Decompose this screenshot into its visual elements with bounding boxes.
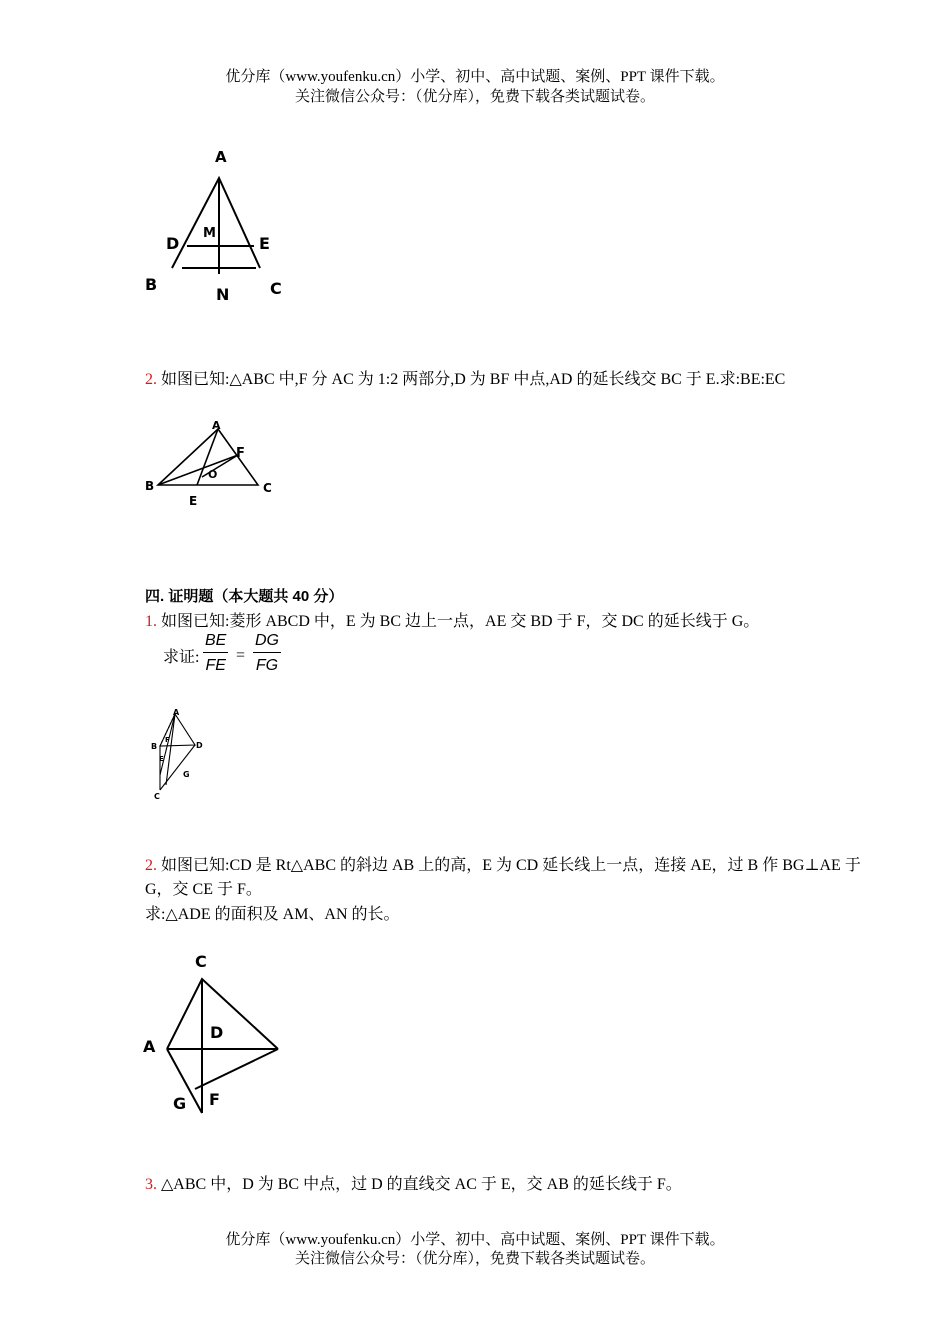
fraction-2-denominator: FG: [255, 657, 279, 674]
proof-2-line-2: G，交 CE 于 F。: [145, 881, 262, 898]
proof-3-text: △ABC 中，D 为 BC 中点，过 D 的直线交 AC 于 E，交 AB 的延长线于 F。: [157, 1176, 682, 1193]
fig2-label-E: E: [189, 494, 198, 508]
fig4-label-F: F: [209, 1090, 220, 1109]
section-4-title: 四. 证明题（本大题共 40 分）: [145, 588, 344, 605]
proof-3: [145, 1173, 682, 1197]
fig4-line-BG: [195, 1049, 278, 1089]
question-2: [145, 368, 785, 392]
proof-1: [145, 610, 759, 634]
figure-4-right-triangle: [140, 945, 300, 1125]
proof-2-line-1: [145, 854, 861, 878]
fig1-label-C: C: [270, 279, 282, 298]
fig4-label-A: A: [143, 1037, 156, 1056]
fig2-label-A: A: [212, 419, 221, 432]
question-2-text: 如图已知:△ABC 中,F 分 AC 为 1:2 两部分,D 为 BF 中点,AD 的延长线交 BC 于 E.求:BE:EC: [157, 371, 786, 388]
fig1-label-M: M: [203, 226, 216, 241]
proof-1-number: 1.: [145, 613, 157, 630]
fig1-label-E: E: [259, 234, 270, 253]
equals-sign: =: [236, 647, 246, 664]
fig3-label-G: G: [183, 770, 190, 779]
fraction-2-numerator: DG: [253, 632, 281, 653]
proof-2-text-1: 如图已知:CD 是 Rt△ABC 的斜边 AB 上的高，E 为 CD 延长线上一点，连接 AE，过 B 作 BG⊥AE 于: [157, 857, 861, 874]
fig4-label-D: D: [210, 1023, 224, 1042]
header-line-2: 关注微信公众号：（优分库），免费下载各类试题试卷。: [294, 89, 655, 105]
fig3-label-D: D: [196, 741, 203, 750]
proof-3-number: 3.: [145, 1176, 157, 1193]
fig4-label-G: G: [173, 1094, 187, 1113]
fig1-sides: [172, 178, 260, 268]
fraction-1-numerator: BE: [203, 632, 228, 653]
fig2-label-C: C: [263, 481, 272, 495]
figure-2-triangle: [140, 415, 280, 515]
footer-line-2: 关注微信公众号：（优分库），免费下载各类试题试卷。: [294, 1251, 655, 1267]
fig3-line-AC: [160, 714, 175, 775]
fig3-label-F: F: [165, 736, 170, 744]
fig1-label-B: B: [145, 275, 158, 294]
fraction-dg-fg: [253, 632, 281, 675]
footer-line-1: 优分库（www.youfenku.cn）小学、初中、高中试题、案例、PPT 课件下载。: [225, 1232, 725, 1248]
question-2-number: 2.: [145, 371, 157, 388]
fig2-label-B: B: [145, 479, 155, 493]
fig1-label-N: N: [216, 285, 230, 304]
proof-2-number: 2.: [145, 857, 157, 874]
fig3-label-A: A: [173, 708, 180, 717]
fig2-label-O: O: [208, 468, 218, 481]
header-line-1: 优分库（www.youfenku.cn）小学、初中、高中试题、案例、PPT 课件下载。: [225, 69, 725, 85]
fig3-label-B: B: [151, 742, 158, 751]
fig3-label-C: C: [154, 792, 160, 801]
fraction-be-fe: [203, 632, 228, 675]
figure-1-triangle: [140, 140, 300, 310]
proof-2-line-3: 求:△ADE 的面积及 AM、AN 的长。: [145, 906, 400, 923]
fig2-label-F: F: [236, 446, 245, 461]
fig1-label-A: A: [215, 148, 227, 166]
proof-1-text: 如图已知:菱形 ABCD 中，E 为 BC 边上一点，AE 交 BD 于 F，交 DC 的延长线于 G。: [157, 613, 760, 630]
figure-3-rhombus: [145, 705, 215, 805]
fraction-1-denominator: FE: [205, 657, 226, 674]
fig1-label-D: D: [166, 234, 180, 253]
fig4-label-C: C: [195, 952, 207, 971]
prove-label: 求证:: [163, 649, 200, 666]
fig3-label-E: E: [159, 755, 164, 763]
